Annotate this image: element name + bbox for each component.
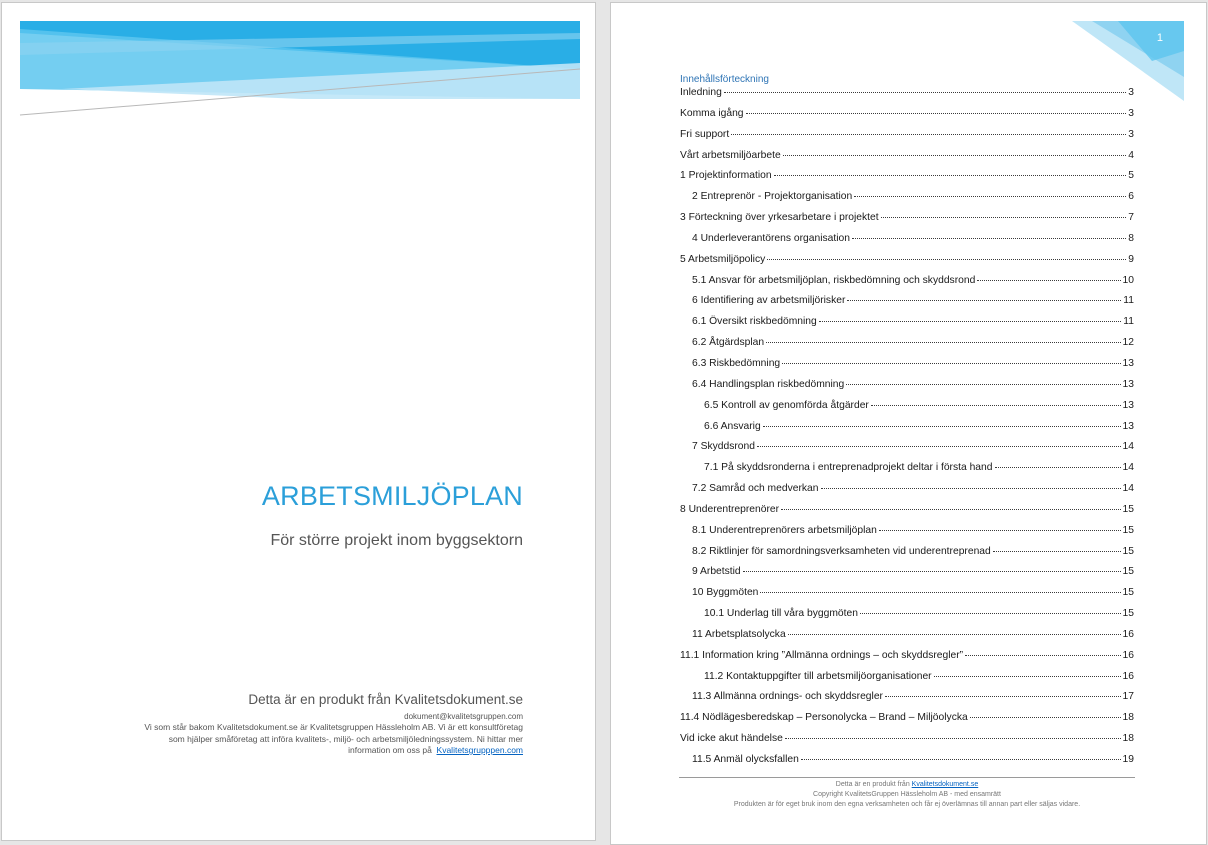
toc-entry[interactable] bbox=[680, 754, 1134, 775]
toc-entry-label: 6 Identifiering av arbetsmiljörisker bbox=[692, 295, 846, 307]
toc-dot-leader bbox=[854, 195, 1126, 197]
cover-page bbox=[1, 2, 596, 841]
toc-entry[interactable] bbox=[680, 254, 1134, 275]
toc-dot-leader bbox=[871, 404, 1121, 406]
toc-entry[interactable] bbox=[680, 337, 1134, 358]
toc-entry-page: 18 bbox=[1122, 712, 1134, 724]
toc-dot-leader bbox=[860, 612, 1121, 614]
toc-entry-label: 2 Entreprenör - Projektorganisation bbox=[692, 191, 853, 203]
toc-dot-leader bbox=[847, 299, 1121, 301]
toc-entry[interactable] bbox=[680, 712, 1134, 733]
toc-entry[interactable] bbox=[680, 191, 1134, 212]
toc-entry[interactable] bbox=[680, 170, 1134, 191]
cover-header-graphic bbox=[2, 3, 597, 123]
toc-dot-leader bbox=[766, 341, 1120, 343]
toc-entry-label: 6.2 Åtgärdsplan bbox=[692, 337, 765, 349]
toc-entry-page: 8 bbox=[1128, 232, 1134, 244]
toc-dot-leader bbox=[970, 716, 1121, 718]
toc-entry-page: 18 bbox=[1122, 733, 1134, 745]
toc-dot-leader bbox=[731, 133, 1126, 135]
toc-dot-leader bbox=[821, 487, 1121, 489]
toc-entry-label: 8.2 Riktlinjer för samordningsverksamheten vid underentreprenad bbox=[692, 545, 991, 557]
toc-dot-leader bbox=[881, 216, 1127, 218]
toc-entry[interactable] bbox=[680, 525, 1134, 546]
toc-entry[interactable] bbox=[680, 504, 1134, 525]
toc-dot-leader bbox=[879, 529, 1121, 531]
toc-entry-page: 12 bbox=[1122, 337, 1134, 349]
toc-entry[interactable] bbox=[680, 212, 1134, 233]
toc-entry-page: 13 bbox=[1122, 420, 1134, 432]
toc-entry-page: 5 bbox=[1128, 170, 1134, 182]
toc-entry-page: 13 bbox=[1122, 378, 1134, 390]
toc-entry-label: 8 Underentreprenörer bbox=[680, 503, 780, 515]
footer-copyright: Copyright KvalitetsGruppen Hässleholm AB - med ensamrätt bbox=[813, 791, 1001, 798]
toc-entry[interactable] bbox=[680, 400, 1134, 421]
toc-entry-label: 6.5 Kontroll av genomförda åtgärder bbox=[704, 399, 869, 411]
toc-dot-leader bbox=[977, 279, 1120, 281]
toc-entry[interactable] bbox=[680, 483, 1134, 504]
toc-entry[interactable] bbox=[680, 316, 1134, 337]
footer-product-text: Detta är en produkt från bbox=[835, 781, 910, 788]
toc-heading: Innehållsförteckning bbox=[680, 74, 769, 85]
toc-dot-leader bbox=[783, 154, 1127, 156]
toc-entry-page: 14 bbox=[1122, 441, 1134, 453]
toc-entry-label: 6.4 Handlingsplan riskbedömning bbox=[692, 378, 845, 390]
toc-dot-leader bbox=[743, 570, 1121, 572]
toc-entry-page: 16 bbox=[1122, 670, 1134, 682]
toc-entry-page: 14 bbox=[1122, 462, 1134, 474]
toc-entry[interactable] bbox=[680, 129, 1134, 150]
toc-entry-label: 3 Förteckning över yrkesarbetare i projektet bbox=[680, 212, 879, 224]
toc-entry-label: Vårt arbetsmiljöarbete bbox=[680, 149, 781, 161]
toc-dot-leader bbox=[965, 654, 1120, 656]
toc-dot-leader bbox=[785, 737, 1121, 739]
toc-entry-label: Fri support bbox=[680, 128, 730, 140]
toc-entry-page: 9 bbox=[1128, 253, 1134, 265]
toc-entry-label: 6.1 Översikt riskbedömning bbox=[692, 316, 817, 328]
toc-entry[interactable] bbox=[680, 233, 1134, 254]
toc-entry-label: 6.3 Riskbedömning bbox=[692, 357, 781, 369]
toc-entry-label: Inledning bbox=[680, 87, 722, 98]
toc-dot-leader bbox=[724, 91, 1126, 93]
toc-entry[interactable] bbox=[680, 358, 1134, 379]
toc-entry-page: 19 bbox=[1122, 754, 1134, 765]
footer-divider bbox=[679, 777, 1135, 778]
toc-entry[interactable] bbox=[680, 608, 1134, 629]
document-subtitle: För större projekt inom byggsektorn bbox=[270, 532, 523, 549]
toc-entry[interactable] bbox=[680, 87, 1134, 108]
toc-entry-label: 11 Arbetsplatsolycka bbox=[692, 628, 786, 640]
toc-entry-page: 16 bbox=[1122, 649, 1134, 661]
toc-entry-page: 15 bbox=[1122, 503, 1134, 515]
company-website-link[interactable]: Kvalitetsgrupppen.com bbox=[436, 745, 523, 755]
toc-entry-label: 7 Skyddsrond bbox=[692, 441, 755, 453]
toc-entry[interactable] bbox=[680, 650, 1134, 671]
toc-entry-page: 15 bbox=[1122, 545, 1134, 557]
toc-entry[interactable] bbox=[680, 671, 1134, 692]
product-info bbox=[143, 692, 523, 757]
toc-entry-page: 15 bbox=[1122, 566, 1134, 578]
toc-dot-leader bbox=[781, 508, 1121, 510]
toc-entry-page: 11 bbox=[1123, 295, 1134, 307]
page-number: 1 bbox=[1156, 32, 1163, 44]
toc-entry-label: Komma igång bbox=[680, 107, 744, 119]
toc-dot-leader bbox=[767, 258, 1126, 260]
toc-entry-label: 10 Byggmöten bbox=[692, 587, 759, 599]
contact-email: dokument@kvalitetsgruppen.com bbox=[404, 712, 523, 721]
toc-entry[interactable] bbox=[680, 379, 1134, 400]
toc-entry-page: 13 bbox=[1122, 399, 1134, 411]
toc-entry-page: 3 bbox=[1128, 87, 1134, 98]
toc-dot-leader bbox=[819, 320, 1122, 322]
product-title: Detta är en produkt från Kvalitetsdokument.se bbox=[248, 692, 523, 707]
toc-entry-label: 8.1 Underentreprenörers arbetsmiljöplan bbox=[692, 524, 877, 536]
toc-dot-leader bbox=[774, 174, 1127, 176]
toc-entry-page: 4 bbox=[1128, 149, 1134, 161]
toc-entry-page: 14 bbox=[1122, 483, 1134, 495]
toc-entry[interactable] bbox=[680, 462, 1134, 483]
toc-entry[interactable] bbox=[680, 587, 1134, 608]
toc-entry-label: 9 Arbetstid bbox=[692, 566, 741, 578]
toc-dot-leader bbox=[885, 695, 1121, 697]
toc-entry-page: 7 bbox=[1128, 212, 1134, 224]
toc-dot-leader bbox=[934, 675, 1121, 677]
footer-website-link[interactable]: Kvalitetsdokument.se bbox=[911, 781, 979, 788]
page-footer bbox=[679, 780, 1135, 810]
toc-entry-page: 15 bbox=[1122, 587, 1134, 599]
footer-usage-notice: Produkten är för eget bruk inom den egna verksamheten och får ej överlämnas till annan part eller säljas vidare. bbox=[733, 801, 1081, 808]
company-description bbox=[143, 722, 523, 757]
toc-dot-leader bbox=[993, 550, 1121, 552]
toc-entry[interactable] bbox=[680, 566, 1134, 587]
footer-line-1 bbox=[679, 780, 1135, 790]
toc-entry-label: 7.2 Samråd och medverkan bbox=[692, 483, 819, 495]
toc-dot-leader bbox=[995, 466, 1121, 468]
toc-entry[interactable] bbox=[680, 733, 1134, 754]
table-of-contents bbox=[680, 73, 1134, 775]
toc-dot-leader bbox=[788, 633, 1121, 635]
toc-entry-page: 10 bbox=[1122, 274, 1134, 286]
document-title: ARBETSMILJÖPLAN bbox=[261, 481, 523, 511]
toc-entry[interactable] bbox=[680, 629, 1134, 650]
toc-entry-label: 10.1 Underlag till våra byggmöten bbox=[704, 608, 858, 620]
toc-entry-page: 11 bbox=[1123, 316, 1134, 328]
toc-entry-page: 17 bbox=[1122, 691, 1134, 703]
toc-entry-label: 4 Underleverantörens organisation bbox=[692, 232, 850, 244]
toc-entry-page: 3 bbox=[1128, 107, 1134, 119]
company-description-text: Vi som står bakom Kvalitetsdokument.se är Kvalitetsgruppen Hässleholm AB. Vi är ett konsultföretag som hjälper småföretag att införa kvalitets-, miljö- och arbetsmiljöledningssystem. Ni hittar mer information om oss på bbox=[144, 722, 523, 755]
toc-entry-page: 6 bbox=[1128, 191, 1134, 203]
toc-entry-page: 13 bbox=[1122, 357, 1134, 369]
toc-entry[interactable] bbox=[680, 295, 1134, 316]
toc-entry-label: 1 Projektinformation bbox=[680, 170, 772, 182]
toc-entry-page: 16 bbox=[1122, 628, 1134, 640]
toc-entry-label: Vid icke akut händelse bbox=[680, 733, 783, 745]
toc-entry-label: 5 Arbetsmiljöpolicy bbox=[680, 253, 766, 265]
toc-dot-leader bbox=[852, 237, 1126, 239]
toc-entry-label: 5.1 Ansvar för arbetsmiljöplan, riskbedömning och skyddsrond bbox=[692, 274, 976, 286]
toc-entry[interactable] bbox=[680, 108, 1134, 129]
toc-dot-leader bbox=[846, 383, 1120, 385]
toc-entry-label: 11.3 Allmänna ordnings- och skyddsregler bbox=[692, 691, 883, 703]
toc-entry[interactable] bbox=[680, 421, 1134, 442]
toc-entry-label: 6.6 Ansvarig bbox=[704, 420, 761, 432]
toc-list bbox=[680, 87, 1134, 775]
toc-dot-leader bbox=[746, 112, 1127, 114]
toc-entry-page: 15 bbox=[1122, 608, 1134, 620]
toc-dot-leader bbox=[757, 445, 1121, 447]
toc-entry-label: 11.1 Information kring ”Allmänna ordnings – och skyddsregler” bbox=[680, 649, 964, 661]
toc-entry-label: 7.1 På skyddsronderna i entreprenadprojekt deltar i första hand bbox=[704, 462, 993, 474]
toc-entry[interactable] bbox=[680, 546, 1134, 567]
toc-entry[interactable] bbox=[680, 441, 1134, 462]
toc-entry[interactable] bbox=[680, 275, 1134, 296]
toc-entry-label: 11.4 Nödlägesberedskap – Personolycka – Brand – Miljöolycka bbox=[680, 712, 968, 724]
toc-dot-leader bbox=[760, 591, 1120, 593]
toc-entry-label: 11.5 Anmäl olycksfallen bbox=[692, 754, 799, 765]
toc-entry[interactable] bbox=[680, 150, 1134, 171]
toc-page bbox=[610, 2, 1207, 845]
toc-entry[interactable] bbox=[680, 691, 1134, 712]
toc-dot-leader bbox=[782, 362, 1120, 364]
toc-dot-leader bbox=[801, 758, 1121, 760]
toc-entry-page: 15 bbox=[1122, 524, 1134, 536]
toc-entry-page: 3 bbox=[1128, 128, 1134, 140]
toc-entry-label: 11.2 Kontaktuppgifter till arbetsmiljöorganisationer bbox=[704, 670, 932, 682]
toc-dot-leader bbox=[763, 425, 1121, 427]
